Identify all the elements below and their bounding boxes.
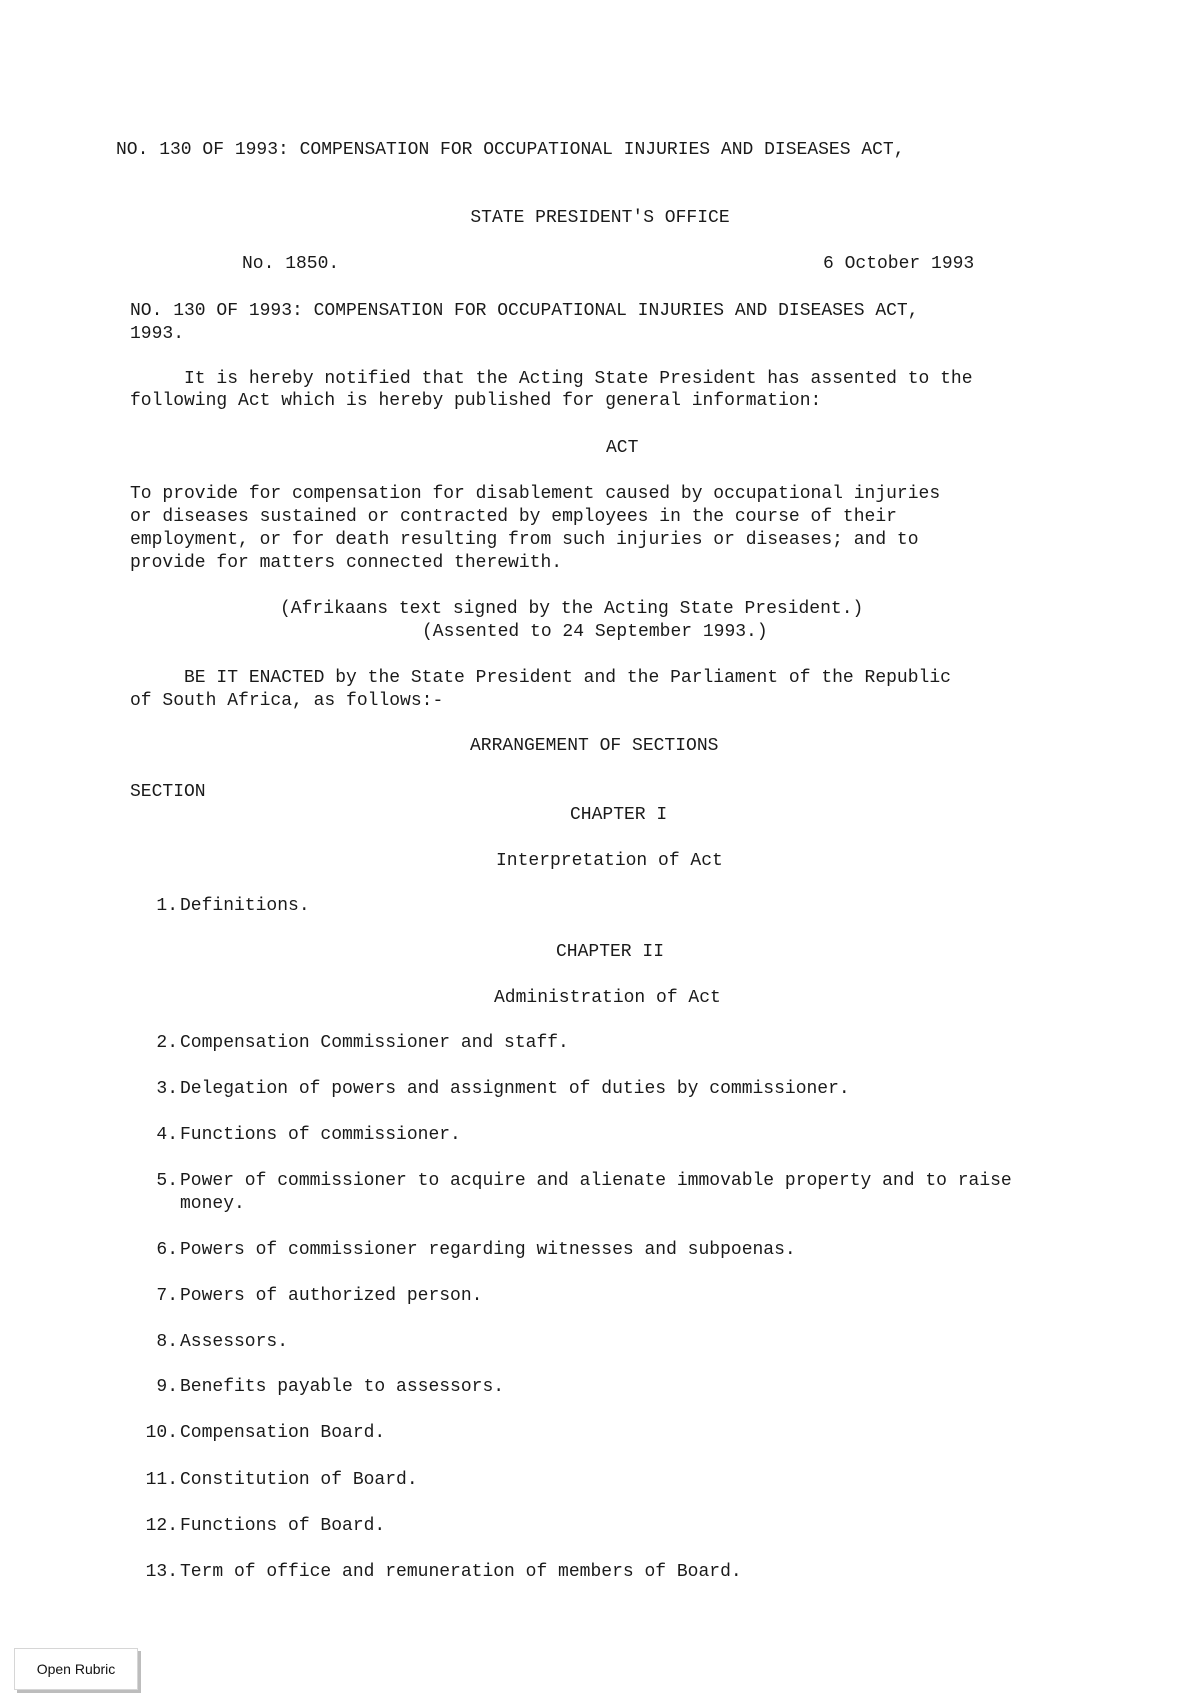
- section-number: 6.: [156, 1240, 178, 1260]
- section-title: Functions of Board.: [180, 1516, 386, 1536]
- purpose-line: employment, or for death resulting from such injuries or diseases; and to: [130, 530, 919, 550]
- chapter-heading: CHAPTER I: [570, 805, 668, 825]
- section-title: Powers of authorized person.: [180, 1286, 483, 1306]
- section-number: 2.: [156, 1033, 178, 1053]
- chapter-title: Administration of Act: [494, 988, 721, 1008]
- purpose-line: or diseases sustained or contracted by employees in the course of their: [130, 507, 897, 527]
- assented-note: (Assented to 24 September 1993.): [422, 622, 768, 642]
- section-number: 12.: [145, 1516, 178, 1536]
- act-heading: ACT: [606, 438, 639, 458]
- section-number: 13.: [145, 1562, 178, 1582]
- notice-date: 6 October 1993: [823, 254, 975, 274]
- section-number: 11.: [145, 1470, 178, 1490]
- arrangement-heading: ARRANGEMENT OF SECTIONS: [470, 736, 719, 756]
- notice-line2: following Act which is hereby published for general information:: [130, 391, 822, 411]
- section-number: 7.: [156, 1286, 178, 1306]
- purpose-line: To provide for compensation for disablement caused by occupational injuries: [130, 484, 941, 504]
- section-title: Benefits payable to assessors.: [180, 1377, 505, 1397]
- enacted-line2: of South Africa, as follows:-: [130, 691, 444, 711]
- signed-note: (Afrikaans text signed by the Acting State President.): [280, 599, 864, 619]
- section-number: 10.: [145, 1423, 178, 1443]
- chapter-title: Interpretation of Act: [496, 851, 723, 871]
- section-title: Compensation Commissioner and staff.: [180, 1033, 569, 1053]
- section-label: SECTION: [130, 782, 206, 802]
- section-number: 5.: [156, 1171, 178, 1191]
- open-rubric-button[interactable]: Open Rubric: [14, 1648, 138, 1690]
- section-number: 9.: [156, 1377, 178, 1397]
- enacted-line1: BE IT ENACTED by the State President and the Parliament of the Republic: [130, 668, 951, 688]
- office-heading: STATE PRESIDENT'S OFFICE: [470, 208, 730, 228]
- section-number: 8.: [156, 1332, 178, 1352]
- section-title: Powers of commissioner regarding witnesses and subpoenas.: [180, 1240, 796, 1260]
- section-title: Power of commissioner to acquire and alienate immovable property and to raise money.: [180, 1171, 1012, 1214]
- section-title: Compensation Board.: [180, 1423, 386, 1443]
- notice-line1: It is hereby notified that the Acting State President has assented to the: [130, 369, 973, 389]
- section-title: Functions of commissioner.: [180, 1125, 461, 1145]
- chapter-heading: CHAPTER II: [556, 942, 665, 962]
- section-number: 4.: [156, 1125, 178, 1145]
- section-title: Constitution of Board.: [180, 1470, 418, 1490]
- section-title: Delegation of powers and assignment of duties by commissioner.: [180, 1079, 850, 1099]
- section-number: 1.: [156, 896, 178, 916]
- header-title: NO. 130 OF 1993: COMPENSATION FOR OCCUPATIONAL INJURIES AND DISEASES ACT,: [116, 140, 905, 160]
- purpose-line: provide for matters connected therewith.: [130, 553, 563, 573]
- section-title: Term of office and remuneration of members of Board.: [180, 1562, 742, 1582]
- section-title: Definitions.: [180, 896, 310, 916]
- section-number: 3.: [156, 1079, 178, 1099]
- act-title-line1: NO. 130 OF 1993: COMPENSATION FOR OCCUPATIONAL INJURIES AND DISEASES ACT,: [130, 301, 919, 321]
- notice-number: No. 1850.: [242, 254, 340, 274]
- section-title: Assessors.: [180, 1332, 289, 1352]
- act-title-line2: 1993.: [130, 324, 185, 344]
